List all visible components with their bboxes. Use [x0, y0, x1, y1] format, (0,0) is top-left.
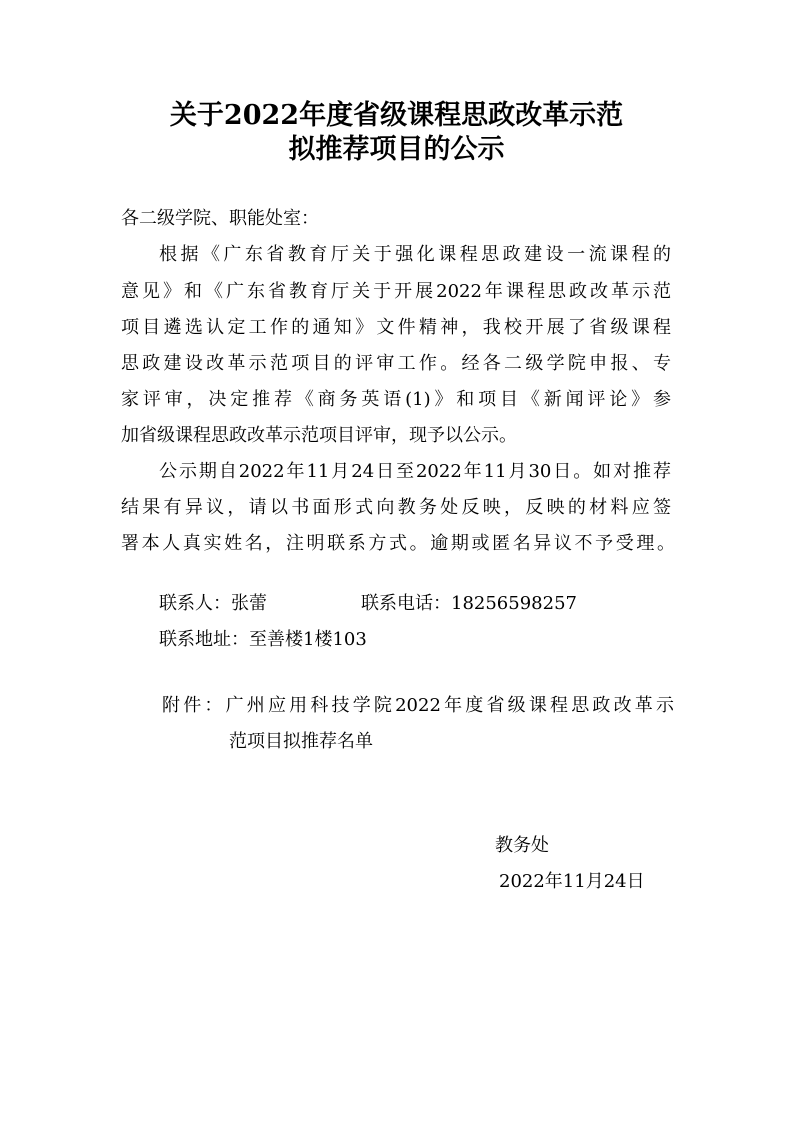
paragraph-line: 加省级课程思政改革示范项目评审，现予以公示。 [121, 425, 517, 446]
paragraph-line: 署本人真实姓名，注明联系方式。逾期或匿名异议不予受理。 [121, 533, 675, 554]
paragraph-line: 思政建设改革示范项目的评审工作。经各二级学院申报、专 [121, 353, 671, 374]
title-line-1: 关于2022年度省级课程思政改革示范 [169, 100, 624, 131]
attachment-line-1: 附件：广州应用科技学院2022年度省级课程思政改革示 [162, 695, 674, 716]
title-line-2: 拟推荐项目的公示 [288, 134, 505, 165]
salutation: 各二级学院、职能处室： [121, 208, 319, 229]
signature-org: 教务处 [495, 835, 549, 856]
contact-address: 联系地址：至善楼1楼103 [159, 629, 367, 650]
paragraph-line: 结果有异议，请以书面形式向教务处反映，反映的材料应签 [121, 497, 671, 518]
paragraph-line: 根据《广东省教育厅关于强化课程思政建设一流课程的 [159, 244, 671, 265]
paragraph-line: 家评审，决定推荐《商务英语(1)》和项目《新闻评论》参 [121, 389, 671, 410]
signature-date: 2022年11月24日 [499, 871, 645, 892]
paragraph-line: 意见》和《广东省教育厅关于开展2022年课程思政改革示范 [121, 281, 671, 302]
paragraph-line: 公示期自2022年11月24日至2022年11月30日。如对推荐 [159, 461, 671, 482]
contact-phone: 联系电话：18256598257 [361, 593, 577, 614]
attachment-line-2: 范项目拟推荐名单 [229, 731, 373, 752]
paragraph-line: 项目遴选认定工作的通知》文件精神，我校开展了省级课程 [121, 317, 671, 338]
contact-person: 联系人：张蕾 [159, 593, 267, 614]
